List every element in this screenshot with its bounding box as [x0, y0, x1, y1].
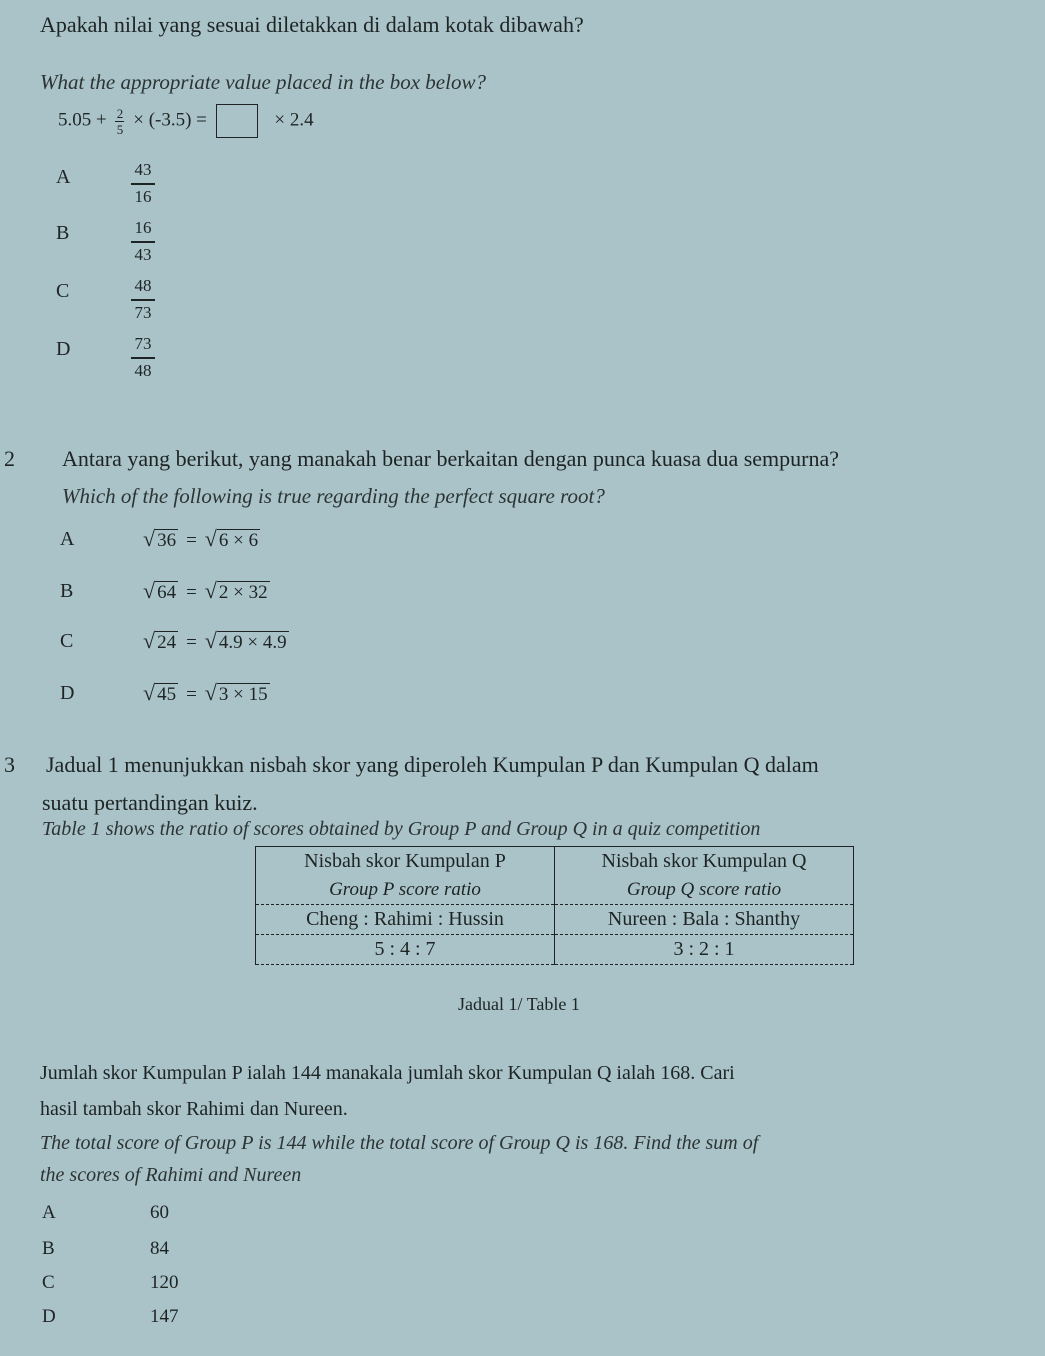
- table-header-english-p: Group P score ratio: [256, 876, 555, 905]
- q3-option-a-label: A: [42, 1202, 56, 1223]
- q2-option-d-expr: √ 45 = √ 3 × 15: [143, 680, 268, 705]
- q1-english-text: What the appropriate value placed in the box below?: [40, 70, 486, 94]
- q2-option-c-label: C: [60, 630, 74, 652]
- eq-times: ×: [133, 109, 144, 131]
- q2-option-a-left: 36: [157, 530, 177, 551]
- table-header-malay-q: Nisbah skor Kumpulan Q: [555, 847, 854, 877]
- table-ratio-q: 3 : 2 : 1: [555, 935, 854, 965]
- q1-option-b-num: 16: [134, 218, 152, 237]
- q2-option-d-left: 45: [157, 684, 177, 705]
- eq-paren-value: (-3.5): [148, 109, 192, 131]
- eq-times-value: × 2.4: [274, 109, 314, 131]
- q2-option-c-right: 4.9 × 4.9: [218, 632, 287, 653]
- q2-malay-text: Antara yang berikut, yang manakah benar berkaitan dengan punca kuasa dua sempurna?: [62, 446, 840, 471]
- q1-option-c-label: C: [56, 280, 70, 302]
- q3-malay-line2: suatu pertandingan kuiz.: [42, 790, 258, 815]
- q2-option-a-right: 6 × 6: [218, 530, 259, 551]
- eq-fraction-den: 5: [116, 121, 124, 137]
- q2-option-d-label: D: [60, 682, 75, 704]
- q2-english-text: Which of the following is true regarding the perfect square root?: [62, 484, 605, 508]
- q1-option-a-num: 43: [134, 160, 152, 179]
- q1-option-d-num: 73: [134, 334, 152, 353]
- q1-option-b-fraction: [131, 218, 155, 265]
- q2-option-b-sign: =: [186, 582, 197, 603]
- table-caption: Jadual 1/ Table 1: [458, 994, 580, 1014]
- q3-number: 3: [4, 752, 15, 777]
- q1-option-b-den: 43: [134, 245, 152, 264]
- q3-body-english-line1: The total score of Group P is 144 while the total score of Group Q is 168. Find the sum of: [40, 1132, 759, 1154]
- q2-option-c-left: 24: [157, 632, 177, 653]
- q1-option-d-fraction: [131, 334, 155, 381]
- q2-option-a-expr: √ 36 = √ 6 × 6: [143, 526, 259, 551]
- q2-option-b-left: 64: [157, 582, 177, 603]
- q2-option-b-right: 2 × 32: [218, 582, 268, 603]
- q3-option-c-value: 120: [150, 1272, 179, 1293]
- q3-body-malay-line2: hasil tambah skor Rahimi dan Nureen.: [40, 1098, 348, 1120]
- q2-option-c-expr: √ 24 = √ 4.9 × 4.9: [143, 628, 287, 653]
- q1-malay-text: Apakah nilai yang sesuai diletakkan di dalam kotak dibawah?: [40, 12, 584, 37]
- eq-left-number: 5.05: [58, 109, 92, 131]
- q3-english-text: Table 1 shows the ratio of scores obtained by Group P and Group Q in a quiz competition: [42, 818, 761, 840]
- q2-option-a-sign: =: [186, 530, 197, 551]
- q1-option-c-num: 48: [134, 276, 152, 295]
- eq-equals: =: [196, 109, 207, 131]
- eq-fraction-num: 2: [116, 105, 124, 121]
- q2-option-a-label: A: [60, 528, 75, 550]
- q3-option-d-value: 147: [150, 1306, 179, 1327]
- table-ratio-p: 5 : 4 : 7: [256, 935, 555, 965]
- q3-malay-line1: Jadual 1 menunjukkan nisbah skor yang diperoleh Kumpulan P dan Kumpulan Q dalam: [46, 752, 819, 777]
- q1-option-b-label: B: [56, 222, 70, 244]
- q2-option-b-expr: √ 64 = √ 2 × 32: [143, 578, 268, 603]
- answer-box: [216, 104, 258, 138]
- q3-option-b-label: B: [42, 1238, 55, 1259]
- q2-number: 2: [4, 446, 15, 471]
- table-header-english-q: Group Q score ratio: [555, 876, 854, 905]
- q1-option-c-fraction: [131, 276, 155, 323]
- q3-option-a-value: 60: [150, 1202, 169, 1223]
- table-names-q: Nureen : Bala : Shanthy: [555, 905, 854, 935]
- q2-option-b-label: B: [60, 580, 74, 602]
- q1-option-d-label: D: [56, 338, 71, 360]
- q2-option-d-right: 3 × 15: [218, 684, 268, 705]
- q2-option-d-sign: =: [186, 684, 197, 705]
- eq-plus: +: [96, 109, 107, 131]
- q3-option-b-value: 84: [150, 1238, 169, 1259]
- q1-option-d-den: 48: [134, 361, 152, 380]
- q1-option-a-fraction: [131, 160, 155, 207]
- q3-body-malay-line1: Jumlah skor Kumpulan P ialah 144 manakala jumlah skor Kumpulan Q ialah 168. Cari: [40, 1062, 735, 1084]
- table-header-malay-p: Nisbah skor Kumpulan P: [256, 847, 555, 877]
- eq-fraction: [115, 107, 124, 136]
- q1-option-c-den: 73: [134, 303, 152, 322]
- q1-option-a-label: A: [56, 166, 71, 188]
- q3-option-c-label: C: [42, 1272, 55, 1293]
- ratio-table: [255, 846, 854, 965]
- q1-equation: [58, 104, 314, 138]
- q2-option-c-sign: =: [186, 632, 197, 653]
- table-names-p: Cheng : Rahimi : Hussin: [256, 905, 555, 935]
- q1-option-a-den: 16: [134, 187, 152, 206]
- q3-option-d-label: D: [42, 1306, 56, 1327]
- q3-body-english-line2: the scores of Rahimi and Nureen: [40, 1164, 302, 1186]
